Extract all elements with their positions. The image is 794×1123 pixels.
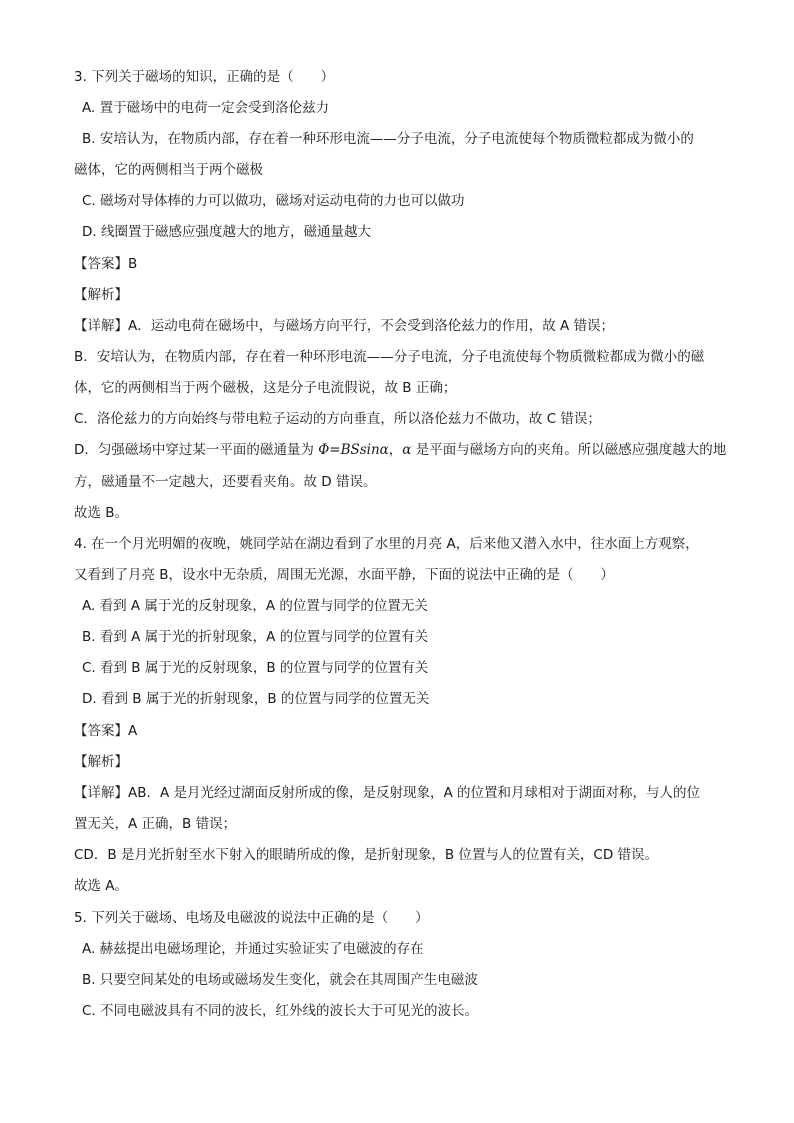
q4-detail-ab-cont: 置无关，A 正确，B 错误； (74, 816, 237, 832)
q4-option-b: B. 看到 A 属于光的折射现象，A 的位置与同学的位置有关 (82, 629, 429, 645)
q4-detail-cd: CD．B 是月光折射至水下射入的眼睛所成的像，是折射现象，B 位置与人的位置有关，CD 错误。 (74, 847, 659, 863)
q5-stem: 5. 下列关于磁场、电场及电磁波的说法中正确的是（ ） (74, 910, 429, 926)
q3-stem: 3. 下列关于磁场的知识，正确的是（ ） (74, 69, 335, 85)
q3-detail-b-cont: 体，它的两侧相当于两个磁极，这是分子电流假说，故 B 正确； (74, 380, 457, 396)
q3-detail-d-cont: 方，磁通量不一定越大，还要看夹角。故 D 错误。 (74, 474, 377, 490)
q3-detail-d-suffix: 是平面与磁场方向的夹角。所以磁感应强度越大的地 (411, 442, 727, 458)
q3-option-a: A. 置于磁场中的电荷一定会受到洛伦兹力 (82, 100, 330, 116)
q3-detail-b: B．安培认为，在物质内部，存在着一种环形电流——分子电流，分子电流使每个物质微粒都成为微小的磁 (74, 349, 705, 365)
q4-stem-line1: 4. 在一个月光明媚的夜晚，姚同学站在湖边看到了水里的月亮 A，后来他又潜入水中，往水面上方观察， (74, 536, 699, 552)
q3-detail-d-mid: ， (388, 442, 403, 458)
q4-option-a: A. 看到 A 属于光的反射现象，A 的位置与同学的位置无关 (82, 598, 428, 614)
q4-analysis-label: 【解析】 (74, 754, 128, 770)
flux-formula: Φ=BSsinα (318, 442, 389, 458)
q3-detail-d (74, 441, 726, 459)
q3-detail-d-prefix: D．匀强磁场中穿过某一平面的磁通量为 (74, 442, 319, 458)
q4-detail-ab: 【详解】AB．A 是月光经过湖面反射所成的像，是反射现象，A 的位置和月球相对于湖面对称，与人的位 (74, 785, 701, 801)
q5-option-a: A. 赫兹提出电磁场理论，并通过实验证实了电磁波的存在 (82, 941, 424, 957)
q4-conclusion: 故选 A。 (74, 878, 129, 894)
q3-option-c: C. 磁场对导体棒的力可以做功，磁场对运动电荷的力也可以做功 (82, 193, 465, 209)
q3-option-b: B. 安培认为，在物质内部，存在着一种环形电流——分子电流，分子电流使每个物质微粒都成为微小的 (82, 131, 694, 147)
q3-analysis-label: 【解析】 (74, 287, 128, 303)
q4-option-c: C. 看到 B 属于光的反射现象，B 的位置与同学的位置有关 (82, 660, 429, 676)
q3-option-d: D. 线圈置于磁感应强度越大的地方，磁通量越大 (82, 224, 371, 240)
q4-stem-line2: 又看到了月亮 B，设水中无杂质，周围无光源，水面平静，下面的说法中正确的是（ ） (74, 567, 615, 583)
q4-option-d: D. 看到 B 属于光的折射现象，B 的位置与同学的位置无关 (82, 691, 430, 707)
q5-option-c: C. 不同电磁波具有不同的波长，红外线的波长大于可见光的波长。 (82, 1003, 479, 1019)
q4-answer: 【答案】A (74, 723, 138, 739)
q3-detail-c: C．洛伦兹力的方向始终与带电粒子运动的方向垂直，所以洛伦兹力不做功，故 C 错误； (74, 411, 601, 427)
q3-detail-a: 【详解】A．运动电荷在磁场中，与磁场方向平行，不会受到洛伦兹力的作用，故 A 错误； (74, 318, 615, 334)
alpha-symbol: α (402, 442, 412, 458)
q5-option-b: B. 只要空间某处的电场或磁场发生变化，就会在其周围产生电磁波 (82, 972, 478, 988)
q3-option-b-cont: 磁体，它的两侧相当于两个磁极 (74, 162, 263, 178)
q3-answer: 【答案】B (74, 256, 138, 272)
q3-conclusion: 故选 B。 (74, 505, 129, 521)
